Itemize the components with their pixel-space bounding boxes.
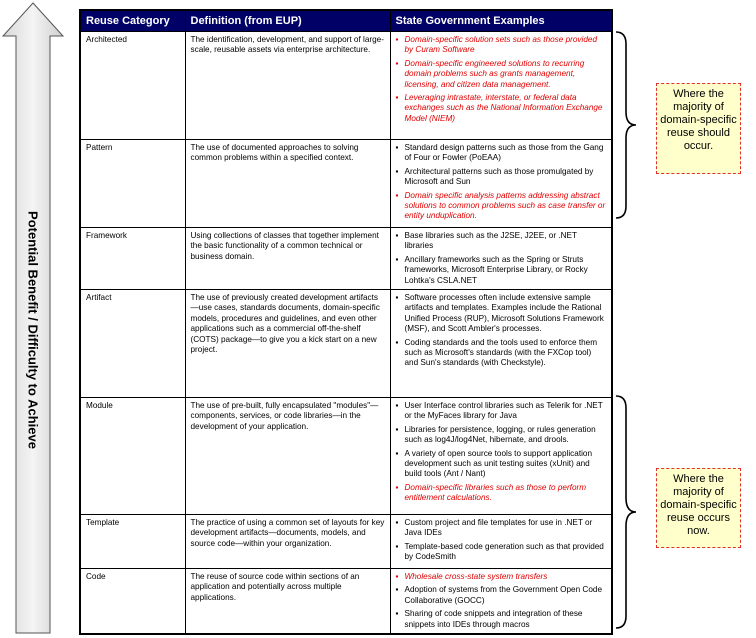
brace-bottom: [614, 394, 638, 630]
category-cell: Template: [80, 515, 185, 569]
examples-list: [396, 143, 608, 222]
examples-cell: [390, 32, 612, 140]
examples-list: [396, 518, 608, 563]
header-examples: State Government Examples: [390, 10, 612, 32]
example-item: ▪ Architectural patterns such as those promulgated by Microsoft and Sun: [396, 167, 608, 188]
table-row: [80, 398, 612, 515]
header-definition: Definition (from EUP): [185, 10, 390, 32]
definition-cell: The practice of using a common set of layouts for key development artifacts—documents, models, and source code—within your organization.: [185, 515, 390, 569]
definition-cell: The use of pre-built, fully encapsulated "modules"—components, services, or code libraries—in the development of your application.: [185, 398, 390, 515]
example-item: ▪ Sharing of code snippets and integration of these snippets into IDEs through macros: [396, 609, 608, 630]
table-row: [80, 228, 612, 290]
example-item: ▪ Standard design patterns such as those from the Gang of Four or Fowler (PoEAA): [396, 143, 608, 164]
examples-list: [396, 572, 608, 630]
examples-cell: [390, 290, 612, 398]
header-reuse-category: Reuse Category: [80, 10, 185, 32]
table-body: [80, 32, 612, 635]
examples-list: [396, 231, 608, 286]
examples-cell: [390, 569, 612, 635]
category-cell: Module: [80, 398, 185, 515]
reuse-table: [79, 9, 613, 635]
definition-cell: The use of previously created development artifacts—use cases, standards documents, domain-specific models, procedures and guidelines, and even other applications such as a commercial off-the-shelf (COTS) package—to give you a kick start on a new project.: [185, 290, 390, 398]
examples-cell: [390, 228, 612, 290]
definition-cell: The reuse of source code within sections of an application and potentially across multiple applications.: [185, 569, 390, 635]
table-row: [80, 569, 612, 635]
example-item: ▪ Adoption of systems from the Government Open Code Collaborative (GOCC): [396, 585, 608, 606]
table-header-row: [80, 10, 612, 32]
example-item: ▪ A variety of open source tools to support application development such as unit testing suites (xUnit) and build tools (Ant / Nant): [396, 449, 608, 480]
example-item: ▪ Libraries for persistence, logging, or rules generation such as log4J/log4Net, hibernate, and drools.: [396, 425, 608, 446]
category-cell: Artifact: [80, 290, 185, 398]
example-item: ▪ Ancillary frameworks such as the Spring or Struts frameworks, Microsoft Enterprise Library, or Rocky Lohtka's CSLA.NET: [396, 255, 608, 286]
example-item: ▪ Custom project and file templates for use in .NET or Java IDEs: [396, 518, 608, 539]
definition-cell: Using collections of classes that together implement the basic functionality of a common technical or business domain.: [185, 228, 390, 290]
example-item: ▪ Template-based code generation such as that provided by CodeSmith: [396, 542, 608, 563]
example-item: ▪ Base libraries such as the J2SE, J2EE, or .NET libraries: [396, 231, 608, 252]
example-item: ▪ Domain-specific libraries such as those to perform entitlement calculations.: [396, 483, 608, 504]
example-item: ▪ Wholesale cross-state system transfers: [396, 572, 608, 582]
examples-cell: [390, 140, 612, 228]
definition-cell: The identification, development, and support of large-scale, reusable assets via enterprise architecture.: [185, 32, 390, 140]
examples-list: [396, 293, 608, 369]
table-row: [80, 290, 612, 398]
note-bottom: Where the majority of domain-specific reuse occurs now.: [656, 468, 741, 548]
example-item: ▪ Leveraging intrastate, interstate, or federal data exchanges such as the National Information Exchange Model (NIEM): [396, 93, 608, 124]
table-row: [80, 515, 612, 569]
example-item: ▪ Domain-specific engineered solutions to recurring domain problems such as grants management, licensing, and citizen data management.: [396, 59, 608, 90]
example-item: ▪ Coding standards and the tools used to enforce them such as Microsoft's standards (with the FXCop tool) and Sun's standards (with Checkstyle).: [396, 338, 608, 369]
examples-cell: [390, 515, 612, 569]
table-row: [80, 140, 612, 228]
axis-label: Potential Benefit / Difficulty to Achieve: [25, 211, 41, 449]
category-cell: Architected: [80, 32, 185, 140]
examples-list: [396, 401, 608, 504]
examples-cell: [390, 398, 612, 515]
examples-list: [396, 35, 608, 124]
definition-cell: The use of documented approaches to solving common problems within a specified context.: [185, 140, 390, 228]
category-cell: Framework: [80, 228, 185, 290]
example-item: ▪ User Interface control libraries such as Telerik for .NET or the MyFaces library for Java: [396, 401, 608, 422]
example-item: ▪ Domain specific analysis patterns addressing abstract solutions to common problems such as case transfer or entity unduplication.: [396, 191, 608, 222]
example-item: ▪ Domain-specific solution sets such as those provided by Curam Software: [396, 35, 608, 56]
category-cell: Pattern: [80, 140, 185, 228]
table-row: [80, 32, 612, 140]
brace-top: [614, 30, 638, 220]
note-top: Where the majority of domain-specific reuse should occur.: [656, 83, 741, 174]
category-cell: Code: [80, 569, 185, 635]
example-item: ▪ Software processes often include extensive sample artifacts and templates. Examples include the Rational Unified Process (RUP), Microsoft Solutions Framework (MSF), and Scott Ambler's processes.: [396, 293, 608, 335]
